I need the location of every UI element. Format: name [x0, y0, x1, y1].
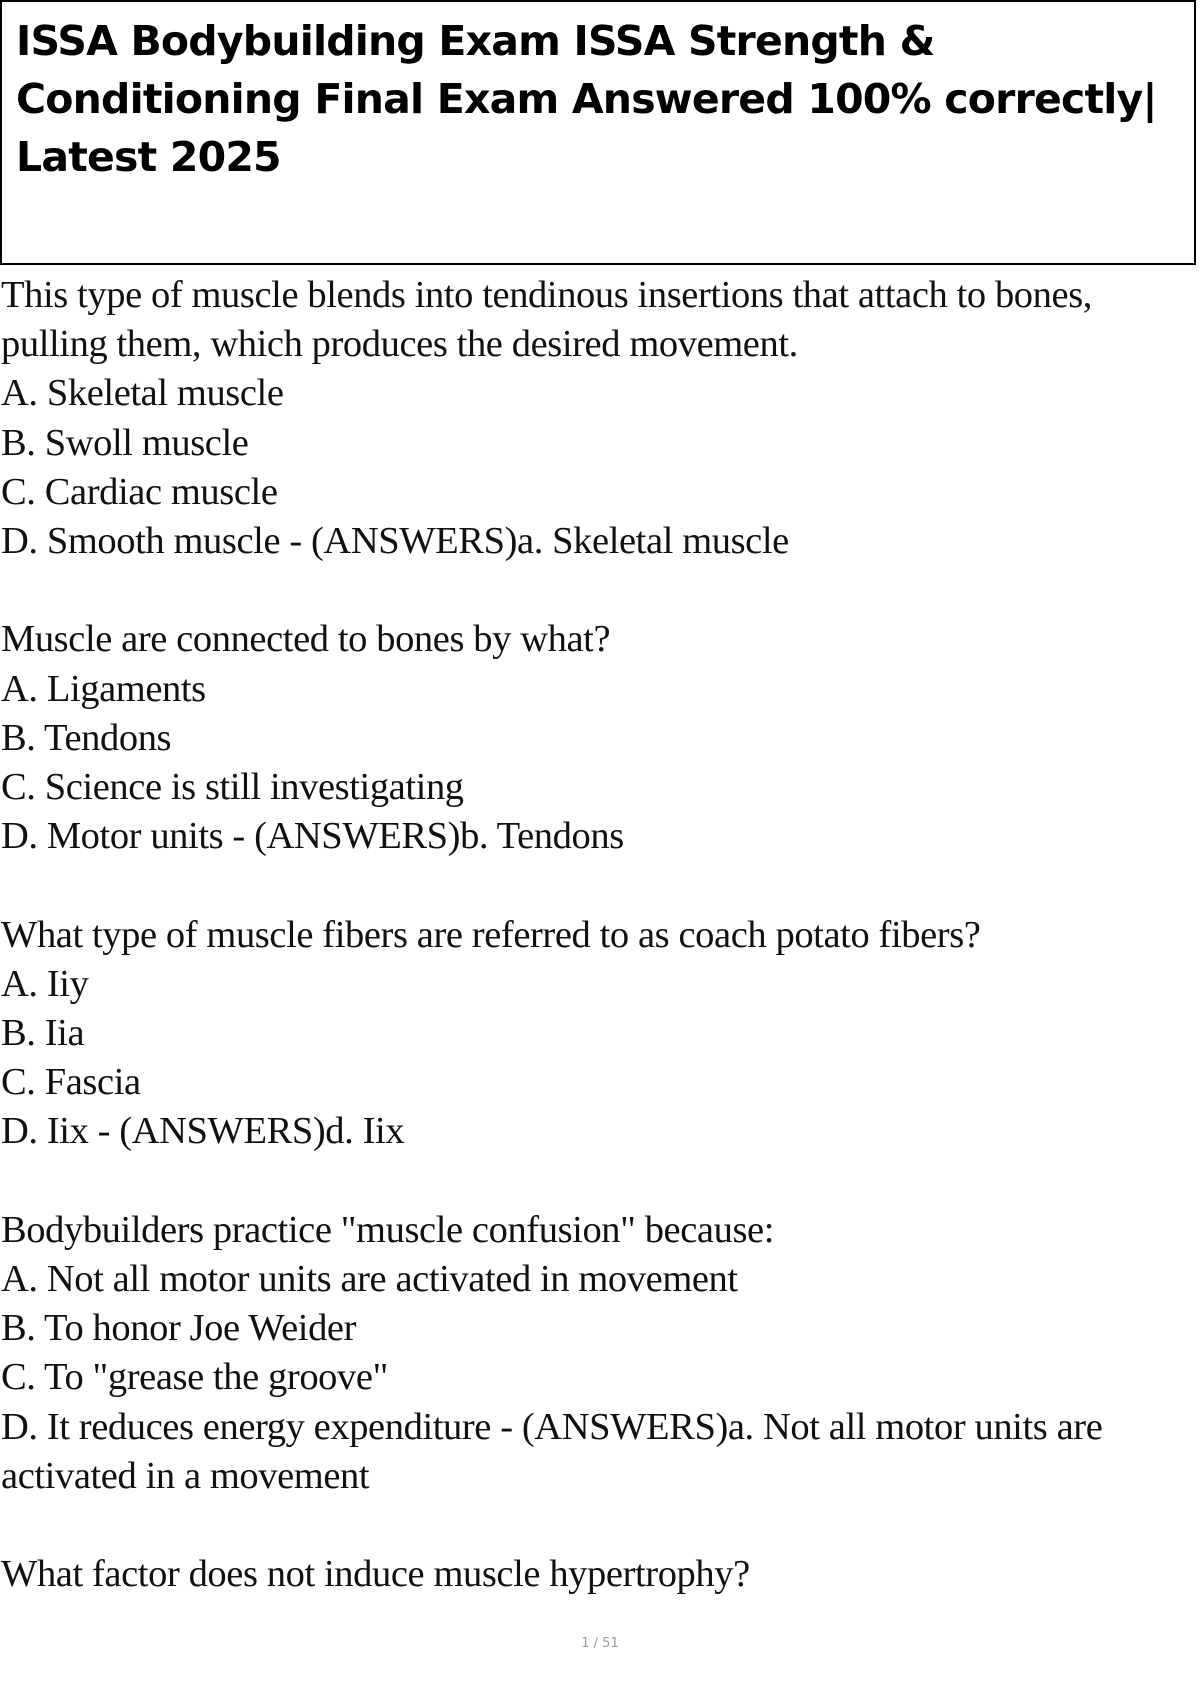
question-block [1, 1206, 1181, 1501]
answer-option: A. Skeletal muscle [1, 372, 284, 415]
answer-option: B. Swoll muscle [1, 421, 249, 464]
answer-option: A. Iiy [1, 962, 89, 1005]
answer-option: C. Cardiac muscle [1, 470, 278, 513]
answer-option: D. Motor units - (ANSWERS)b. Tendons [1, 815, 624, 858]
answer-option: B. Iia [1, 1012, 85, 1055]
question-block [1, 911, 1181, 1157]
question-text: Bodybuilders practice "muscle confusion" because: [1, 1208, 775, 1251]
question-block [1, 1550, 1181, 1599]
question-text: What factor does not induce muscle hypertrophy? [1, 1553, 750, 1596]
answer-option: C. Science is still investigating [1, 766, 464, 809]
answer-option: A. Not all motor units are activated in movement [1, 1258, 738, 1301]
answer-option: A. Ligaments [1, 667, 206, 710]
answer-option: B. Tendons [1, 716, 172, 759]
page-indicator: 1 / 51 [581, 1636, 619, 1651]
answer-option: C. Fascia [1, 1061, 141, 1104]
answer-option: C. To "grease the groove" [1, 1356, 388, 1399]
question-text: Muscle are connected to bones by what? [1, 618, 611, 661]
question-text: What type of muscle fibers are referred to as coach potato fibers? [1, 913, 981, 956]
document-title: ISSA Bodybuilding Exam ISSA Strength & Conditioning Final Exam Answered 100% correctly| Latest 2025 [16, 17, 1157, 181]
question-text: This type of muscle blends into tendinous insertions that attach to bones, pulling them, which produces the desired movement. [1, 274, 1092, 366]
document-title-box [0, 0, 1196, 265]
answer-option: B. To honor Joe Weider [1, 1307, 357, 1350]
question-block [1, 271, 1181, 566]
question-block [1, 615, 1181, 861]
answer-option: D. It reduces energy expenditure - (ANSWERS)a. Not all motor units are activated in a movement [1, 1405, 1103, 1497]
document-content [1, 271, 1181, 1649]
answer-option: D. Smooth muscle - (ANSWERS)a. Skeletal muscle [1, 520, 789, 563]
answer-option: D. Iix - (ANSWERS)d. Iix [1, 1110, 405, 1153]
